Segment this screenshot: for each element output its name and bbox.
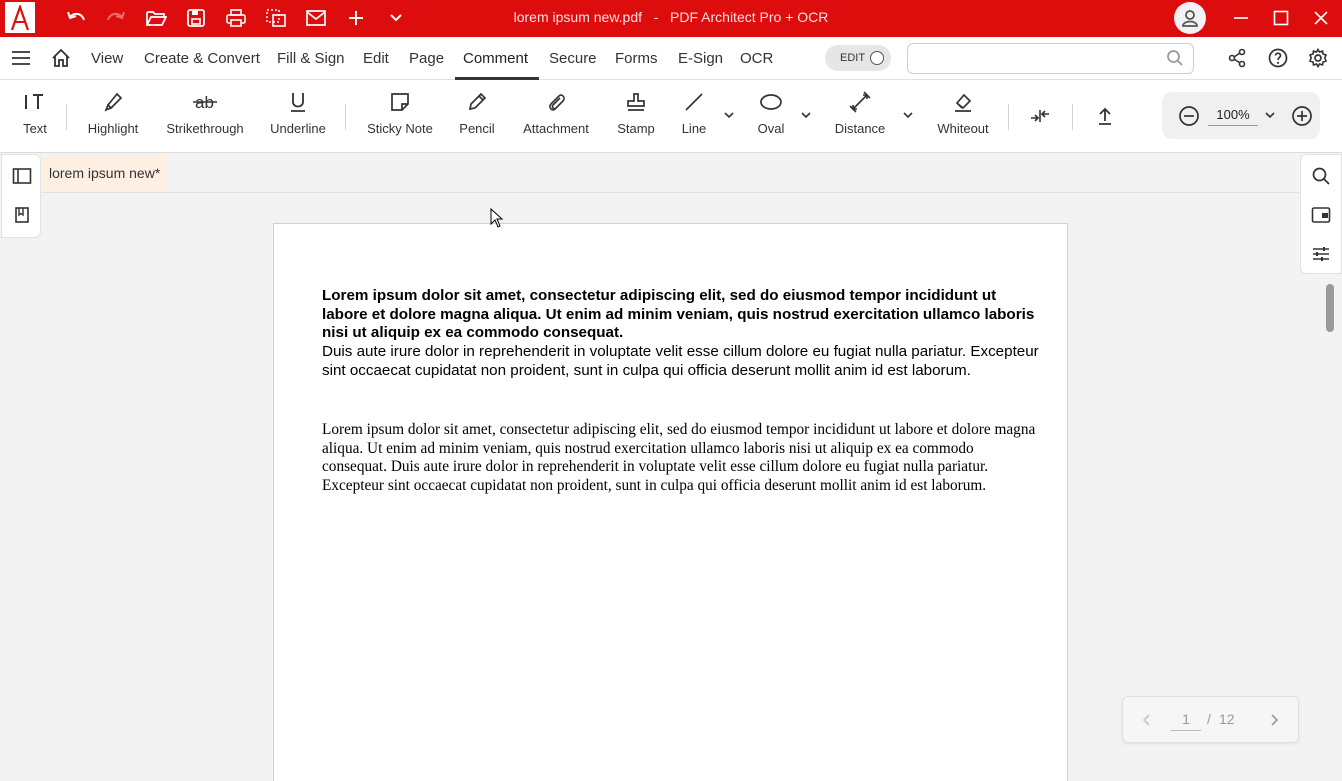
tool-stamp[interactable] [612,80,660,153]
strikethrough-icon [192,89,218,115]
tool-label: Whiteout [937,121,989,136]
tool-highlight[interactable] [80,80,146,153]
sticky-note-icon [387,89,413,115]
bold-paragraph: Lorem ipsum dolor sit amet, consectetur adipiscing elit, sed do eiusmod tempor incididunt ut labore et dolore magna aliqua. Ut enim ad minim veniam, quis nostrud exercitation ullamco laboris nisi ut aliquip ex ea commodo consequat. [322,287,1035,341]
menu-ocr[interactable]: OCR [740,50,774,67]
tool-underline[interactable] [265,80,331,153]
tool-attachment[interactable] [518,80,594,153]
underline-icon [285,89,311,115]
adjust-sliders-icon[interactable] [1309,242,1333,266]
line-icon [681,89,707,115]
menu-page[interactable]: Page [409,50,445,67]
tool-export[interactable] [1092,80,1118,153]
tool-label: Highlight [87,121,139,136]
user-avatar-icon[interactable] [1174,2,1206,34]
share-icon[interactable] [1225,46,1249,70]
current-page-input[interactable]: 1 [1171,711,1201,731]
tool-whiteout[interactable] [932,80,994,153]
page-separator: / [1207,711,1211,727]
pdf-page [273,223,1068,781]
tool-label: Underline [270,121,326,136]
find-search-icon[interactable] [1309,164,1333,188]
tool-label: Stamp [617,121,655,136]
next-page-icon[interactable] [1266,711,1282,729]
menu-fill-sign[interactable]: Fill & Sign [277,50,345,67]
text-tool-icon [22,89,48,115]
line-chevron-down-icon[interactable] [722,108,736,122]
eraser-icon [950,89,976,115]
zoom-chevron-down-icon[interactable] [1263,108,1277,122]
zoom-control [1162,92,1320,139]
tool-text[interactable] [14,80,56,153]
help-icon[interactable] [1266,46,1290,70]
zoom-out-icon[interactable] [1177,104,1201,128]
close-window-icon[interactable] [1308,5,1334,31]
pencil-icon [464,89,490,115]
document-filename: lorem ipsum new.pdf [513,9,643,25]
mouse-cursor-icon [490,208,504,228]
previous-page-icon[interactable] [1139,711,1155,729]
distance-chevron-down-icon[interactable] [901,108,915,122]
distance-measure-icon [847,89,873,115]
tool-label: Distance [834,121,886,136]
maximize-icon[interactable] [1268,5,1294,31]
oval-chevron-down-icon[interactable] [799,108,813,122]
menu-forms[interactable]: Forms [615,50,658,67]
right-panel-rail [1300,154,1342,274]
menu-e-sign[interactable]: E-Sign [678,50,724,67]
menu-create-convert[interactable]: Create & Convert [144,50,260,67]
page-navigator [1122,696,1299,743]
tool-collapse[interactable] [1026,80,1054,153]
tool-line[interactable] [676,80,712,153]
tool-label: Strikethrough [166,121,244,136]
comment-toolbar [0,80,1342,153]
regular-paragraph: Duis aute irure dolor in reprehenderit in voluptate velit esse cillum dolore eu fugiat nulla pariatur. Excepteur sint occaecat cupidatat non proident, sunt in culpa qui officia deserunt mollit anim id est laborum. [322,343,1039,379]
vertical-scrollbar[interactable] [1326,284,1334,332]
menu-bar [0,37,1342,80]
tool-sticky-note[interactable] [362,80,438,153]
toolbar-divider [345,104,346,130]
edit-mode-toggle[interactable] [825,45,891,71]
menu-comment[interactable]: Comment [463,50,529,67]
search-icon[interactable] [1164,47,1186,69]
oval-icon [758,89,784,115]
tool-label: Attachment [523,121,589,136]
edit-toggle-label: EDIT [840,52,866,64]
tool-pencil[interactable] [452,80,502,153]
title-bar [0,0,1342,37]
tool-strikethrough[interactable] [160,80,250,153]
serif-paragraph: Lorem ipsum dolor sit amet, consectetur adipiscing elit, sed do eiusmod tempor incididunt ut labore et dolore magna aliqua. Ut enim ad minim veniam, quis nostrud exercitation ullamco laboris nisi ut aliquip ex ea commodo consequat. Duis aute irure dolor in reprehenderit in voluptate velit esse cillum dolore eu fugiat nulla pariatur. Excepteur sint occaecat cupidatat non proident, sunt in culpa qui officia deserunt mollit anim id est laborum. [322,421,1036,494]
minimize-icon[interactable] [1228,5,1254,31]
toolbar-divider [1008,104,1009,130]
total-pages: 12 [1219,711,1235,727]
panel-window-icon[interactable] [1309,203,1333,227]
menu-view[interactable]: View [91,50,124,67]
collapse-arrows-icon [1027,103,1053,129]
tool-distance[interactable] [830,80,890,153]
window-title [0,9,1342,25]
tool-label: Pencil [459,121,495,136]
zoom-in-icon[interactable] [1290,104,1314,128]
title-separator: - [653,9,659,25]
home-icon[interactable] [49,46,73,70]
svg-text:ab: ab [195,93,214,112]
toolbar-divider [1072,104,1073,130]
bookmark-icon[interactable] [10,203,34,227]
left-panel-rail [1,154,41,238]
tool-label: Line [681,121,707,136]
toolbar-divider [66,104,67,130]
stamp-icon [623,89,649,115]
tool-label: Sticky Note [367,121,433,136]
menu-secure[interactable]: Secure [549,50,597,67]
document-tab[interactable]: lorem ipsum new* [42,155,167,191]
tool-label: Text [23,121,47,136]
document-tab-strip [42,153,1300,193]
zoom-level[interactable]: 100% [1208,107,1258,126]
app-name: PDF Architect Pro + OCR [670,9,829,25]
toggle-knob [870,51,884,65]
menu-edit[interactable]: Edit [363,50,389,67]
tool-label: Oval [757,121,785,136]
paperclip-icon [543,89,569,115]
settings-gear-icon[interactable] [1306,46,1330,70]
hamburger-menu-icon[interactable] [9,46,33,70]
upload-arrow-icon [1092,103,1118,129]
tool-oval[interactable] [752,80,790,153]
search-input[interactable] [907,43,1194,74]
highlighter-icon [100,89,126,115]
sidebar-toggle-icon[interactable] [10,164,34,188]
